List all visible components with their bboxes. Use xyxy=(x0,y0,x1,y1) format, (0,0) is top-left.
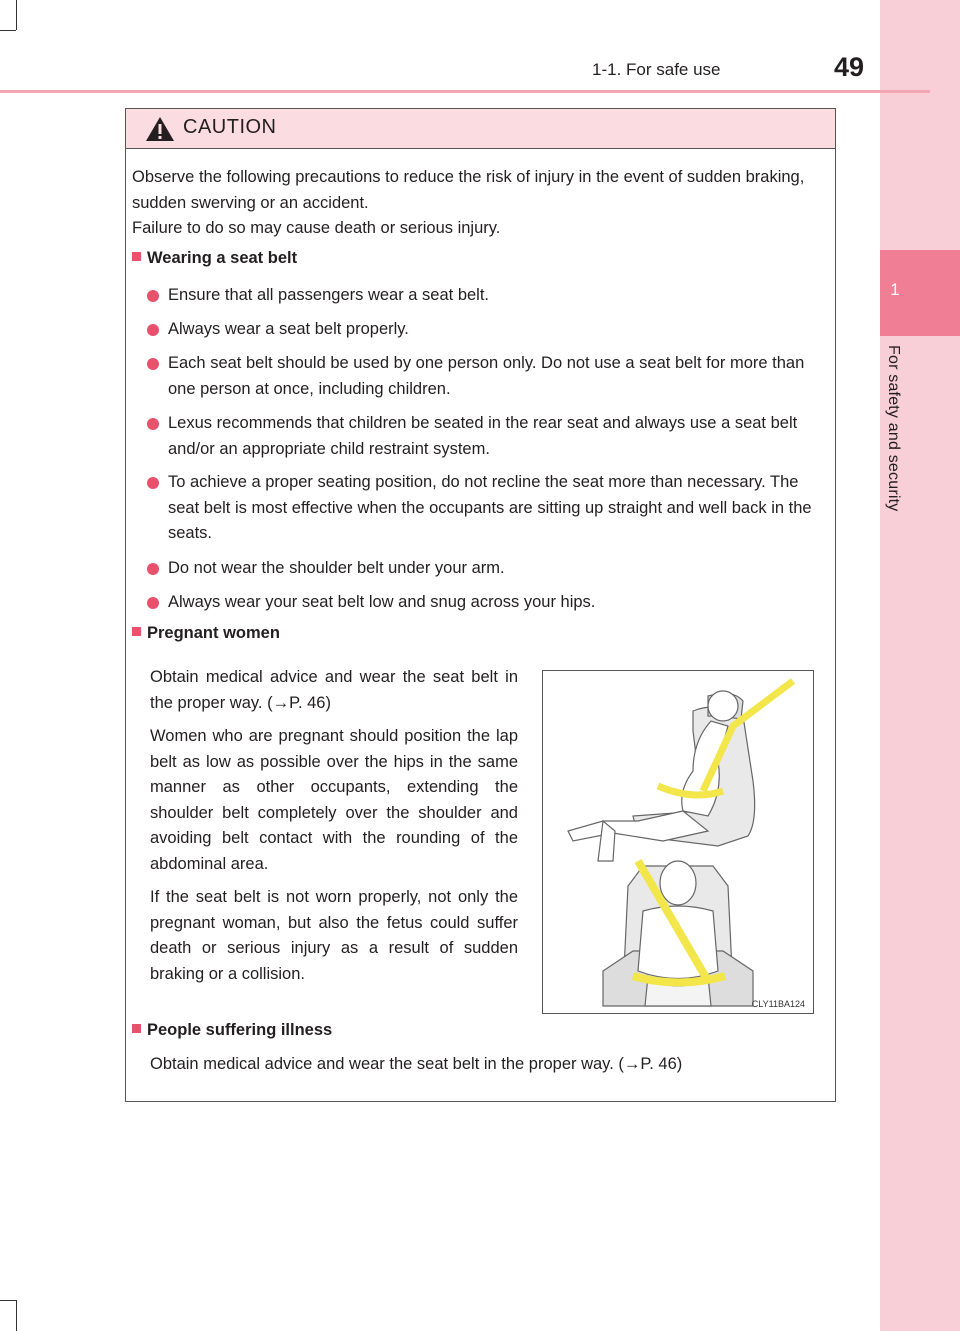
pregnant-paragraph: Women who are pregnant should position the lap belt as low as possible over the hips in the same manner as other occupants, extending the shoulder belt completely over the shoulder and avoiding belt contact with the rounding of the abdominal area. xyxy=(150,727,518,873)
chapter-title: For safety and security xyxy=(885,345,902,512)
bullet-icon xyxy=(147,290,159,302)
pregnant-heading-label: Pregnant women xyxy=(147,624,280,642)
crop-mark xyxy=(16,1300,17,1331)
list-item xyxy=(147,411,830,462)
pregnant-paragraph: Obtain medical advice and wear the seat belt in the proper way. (→P. 46) xyxy=(150,668,518,712)
page-number: 49 xyxy=(834,52,865,82)
caution-title: CAUTION xyxy=(183,116,277,138)
illustration-code: CLY11BA124 xyxy=(751,999,805,1009)
caution-header xyxy=(126,109,835,149)
bullet-icon xyxy=(147,324,159,336)
list-item xyxy=(147,317,830,343)
bullet-icon xyxy=(147,418,159,430)
seatbelt-illustration-icon xyxy=(543,671,813,1013)
list-item-text: To achieve a proper seating position, do not recline the seat more than necessary. The seat belt is most effective when the occupants are sitting up straight and well back in the seats. xyxy=(168,473,812,542)
bullet-icon xyxy=(147,563,159,575)
seat-belt-heading-label: Wearing a seat belt xyxy=(147,249,298,267)
crop-mark xyxy=(0,30,16,31)
crop-mark xyxy=(16,0,17,30)
caution-intro xyxy=(132,165,828,242)
intro-paragraph: Observe the following precautions to reduce the risk of injury in the event of sudden braking, sudden swerving or an accident. xyxy=(132,168,805,212)
square-bullet-icon xyxy=(132,252,141,261)
list-item-text: Ensure that all passengers wear a seat belt. xyxy=(168,286,490,304)
square-bullet-icon xyxy=(132,627,141,636)
chapter-number: 1 xyxy=(890,280,900,299)
bullet-icon xyxy=(147,477,159,489)
caution-box xyxy=(125,108,836,1102)
chapter-tab xyxy=(880,0,960,1331)
pregnant-seatbelt-illustration xyxy=(542,670,814,1014)
section-title: 1-1. For safe use xyxy=(592,60,721,79)
pregnant-paragraph: If the seat belt is not worn properly, not only the pregnant woman, but also the fetus could suffer death or serious injury as a result of sudden braking or a collision. xyxy=(150,888,518,983)
list-item-text: Always wear a seat belt properly. xyxy=(168,320,409,338)
bullet-icon xyxy=(147,597,159,609)
intro-paragraph: Failure to do so may cause death or serious injury. xyxy=(132,219,501,237)
list-item xyxy=(147,470,830,547)
crop-mark xyxy=(0,1300,16,1301)
list-item xyxy=(147,283,830,309)
pregnant-heading xyxy=(132,624,280,643)
illness-text: Obtain medical advice and wear the seat belt in the proper way. (→P. 46) xyxy=(150,1055,683,1073)
square-bullet-icon xyxy=(132,1024,141,1033)
list-item-text: Lexus recommends that children be seated in the rear seat and always use a seat belt and/or an appropriate child restraint system. xyxy=(168,414,798,458)
list-item xyxy=(147,590,830,616)
bullet-icon xyxy=(147,358,159,370)
list-item-text: Each seat belt should be used by one person only. Do not use a seat belt for more than one person at once, including children. xyxy=(168,354,805,398)
list-item xyxy=(147,351,830,402)
pregnant-text xyxy=(150,665,518,987)
warning-triangle-icon xyxy=(145,116,175,142)
list-item-text: Do not wear the shoulder belt under your arm. xyxy=(168,559,505,577)
header-rule xyxy=(0,90,930,93)
list-item xyxy=(147,556,830,582)
list-item-text: Always wear your seat belt low and snug across your hips. xyxy=(168,593,596,611)
seat-belt-heading xyxy=(132,249,297,268)
illness-heading xyxy=(132,1021,332,1040)
illness-heading-label: People suffering illness xyxy=(147,1021,333,1039)
